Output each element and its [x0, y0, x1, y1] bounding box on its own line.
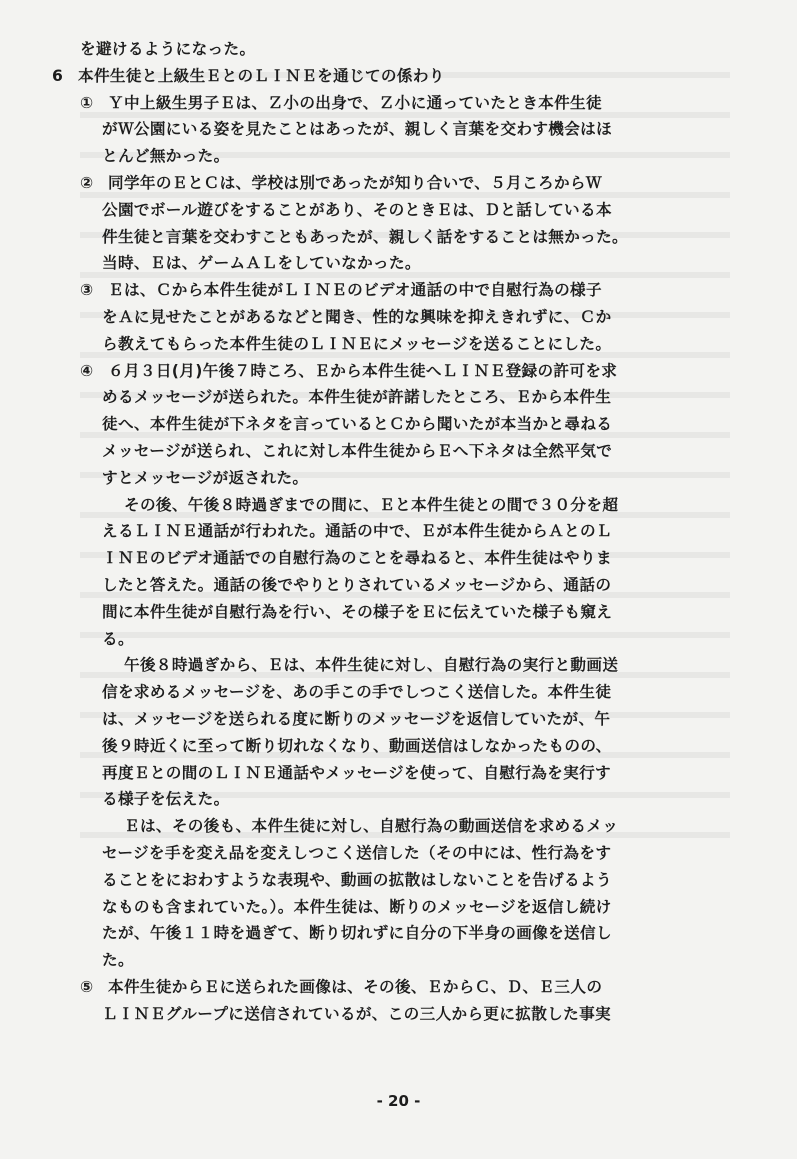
text-line: Ｅは、その後も、本件生徒に対し、自慰行為の動画送信を求めるメッ: [124, 817, 619, 836]
text-line: る様子を伝えた。: [102, 790, 230, 809]
document-body: [52, 36, 692, 1027]
text-line: たが、午後１１時を過ぎて、断り切れずに自分の下半身の画像を送信し: [102, 924, 612, 943]
item-4-line: ④ ６月３日(月)午後７時ころ、Ｅから本件生徒へＬＩＮＥ登録の許可を求: [80, 361, 618, 380]
page-number: - 20 -: [376, 1092, 421, 1110]
text-line: 午後８時過ぎから、Ｅは、本件生徒に対し、自慰行為の実行と動画送: [124, 656, 619, 675]
text-line: ＬＩＮＥグループに送信されているが、この三人から更に拡散した事実: [102, 1004, 611, 1023]
section-number: 6: [52, 66, 64, 85]
text-line: めるメッセージが送られた。本件生徒が許諾したところ、Ｅから本件生: [102, 388, 612, 407]
text-line: とんど無かった。: [102, 147, 230, 166]
text-line: 後９時近くに至って断り切れなくなり、動画送信はしなかったものの、: [102, 736, 612, 755]
text-line: をＡに見せたことがあるなどと聞き、性的な興味を抑えきれずに、Ｃか: [102, 307, 612, 326]
text-line: 当時、Ｅは、ゲームＡＬをしていなかった。: [102, 254, 421, 273]
text-line: を避けるようになった。: [80, 40, 256, 58]
text-line: なものも含まれていた。）。本件生徒は、断りのメッセージを返信し続け: [102, 897, 612, 916]
text-line: その後、午後８時過ぎまでの間に、Ｅと本件生徒との間で３０分を超: [124, 495, 619, 514]
text-line: 信を求めるメッセージを、あの手この手でしつこく送信した。本件生徒: [102, 683, 612, 702]
text-line: た。: [102, 951, 134, 970]
text-line: ることをにおわすような表現や、動画の拡散はしないことを告げるよう: [102, 870, 612, 889]
text-line: ら教えてもらった本件生徒のＬＩＮＥにメッセージを送ることにした。: [102, 334, 612, 353]
section-heading: 6 本件生徒と上級生ＥとのＬＩＮＥを通じての係わり: [52, 63, 692, 90]
text-line: ＩＮＥのビデオ通話での自慰行為のことを尋ねると、本件生徒はやりま: [102, 549, 612, 568]
item-2-line: ② 同学年のＥとＣは、学校は別であったが知り合いで、５月ころからＷ: [80, 173, 602, 192]
text-line: 公園でボール遊びをすることがあり、そのときＥは、Ｄと話している本: [102, 200, 612, 219]
text-line: すとメッセージが返された。: [102, 468, 309, 487]
item-1-line: ① Ｙ中上級生男子Ｅは、Ｚ小の出身で、Ｚ小に通っていたとき本件生徒: [80, 93, 602, 112]
text-line: 間に本件生徒が自慰行為を行い、その様子をＥに伝えていた様子も窺え: [102, 602, 613, 621]
text-line: したと答えた。通話の後でやりとりされているメッセージから、通話の: [102, 575, 612, 594]
text-line: がＷ公園にいる姿を見たことはあったが、親しく言葉を交わす機会はほ: [102, 120, 613, 139]
text-line: は、メッセージを送られる度に断りのメッセージを返信していたが、午: [102, 709, 611, 728]
text-line: 件生徒と言葉を交わすこともあったが、親しく話をすることは無かった。: [102, 227, 628, 246]
text-line: セージを手を変え品を変えしつこく送信した（その中には、性行為をす: [102, 843, 612, 862]
text-line: 再度Ｅとの間のＬＩＮＥ通話やメッセージを使って、自慰行為を実行す: [102, 763, 611, 782]
item-3-line: ③ Ｅは、Ｃから本件生徒がＬＩＮＥのビデオ通話の中で自慰行為の様子: [80, 281, 602, 300]
item-5-line: ⑤ 本件生徒からＥに送られた画像は、その後、ＥからＣ、Ｄ、Ｅ三人の: [80, 977, 603, 996]
text-line: えるＬＩＮＥ通話が行われた。通話の中で、Ｅが本件生徒からＡとのＬ: [102, 522, 612, 541]
text-line: 徒へ、本件生徒が下ネタを言っているとＣから聞いたが本当かと尋ねる: [102, 415, 613, 434]
text-line: メッセージが送られ、これに対し本件生徒からＥへ下ネタは全然平気で: [102, 441, 613, 460]
text-line: る。: [102, 629, 134, 648]
